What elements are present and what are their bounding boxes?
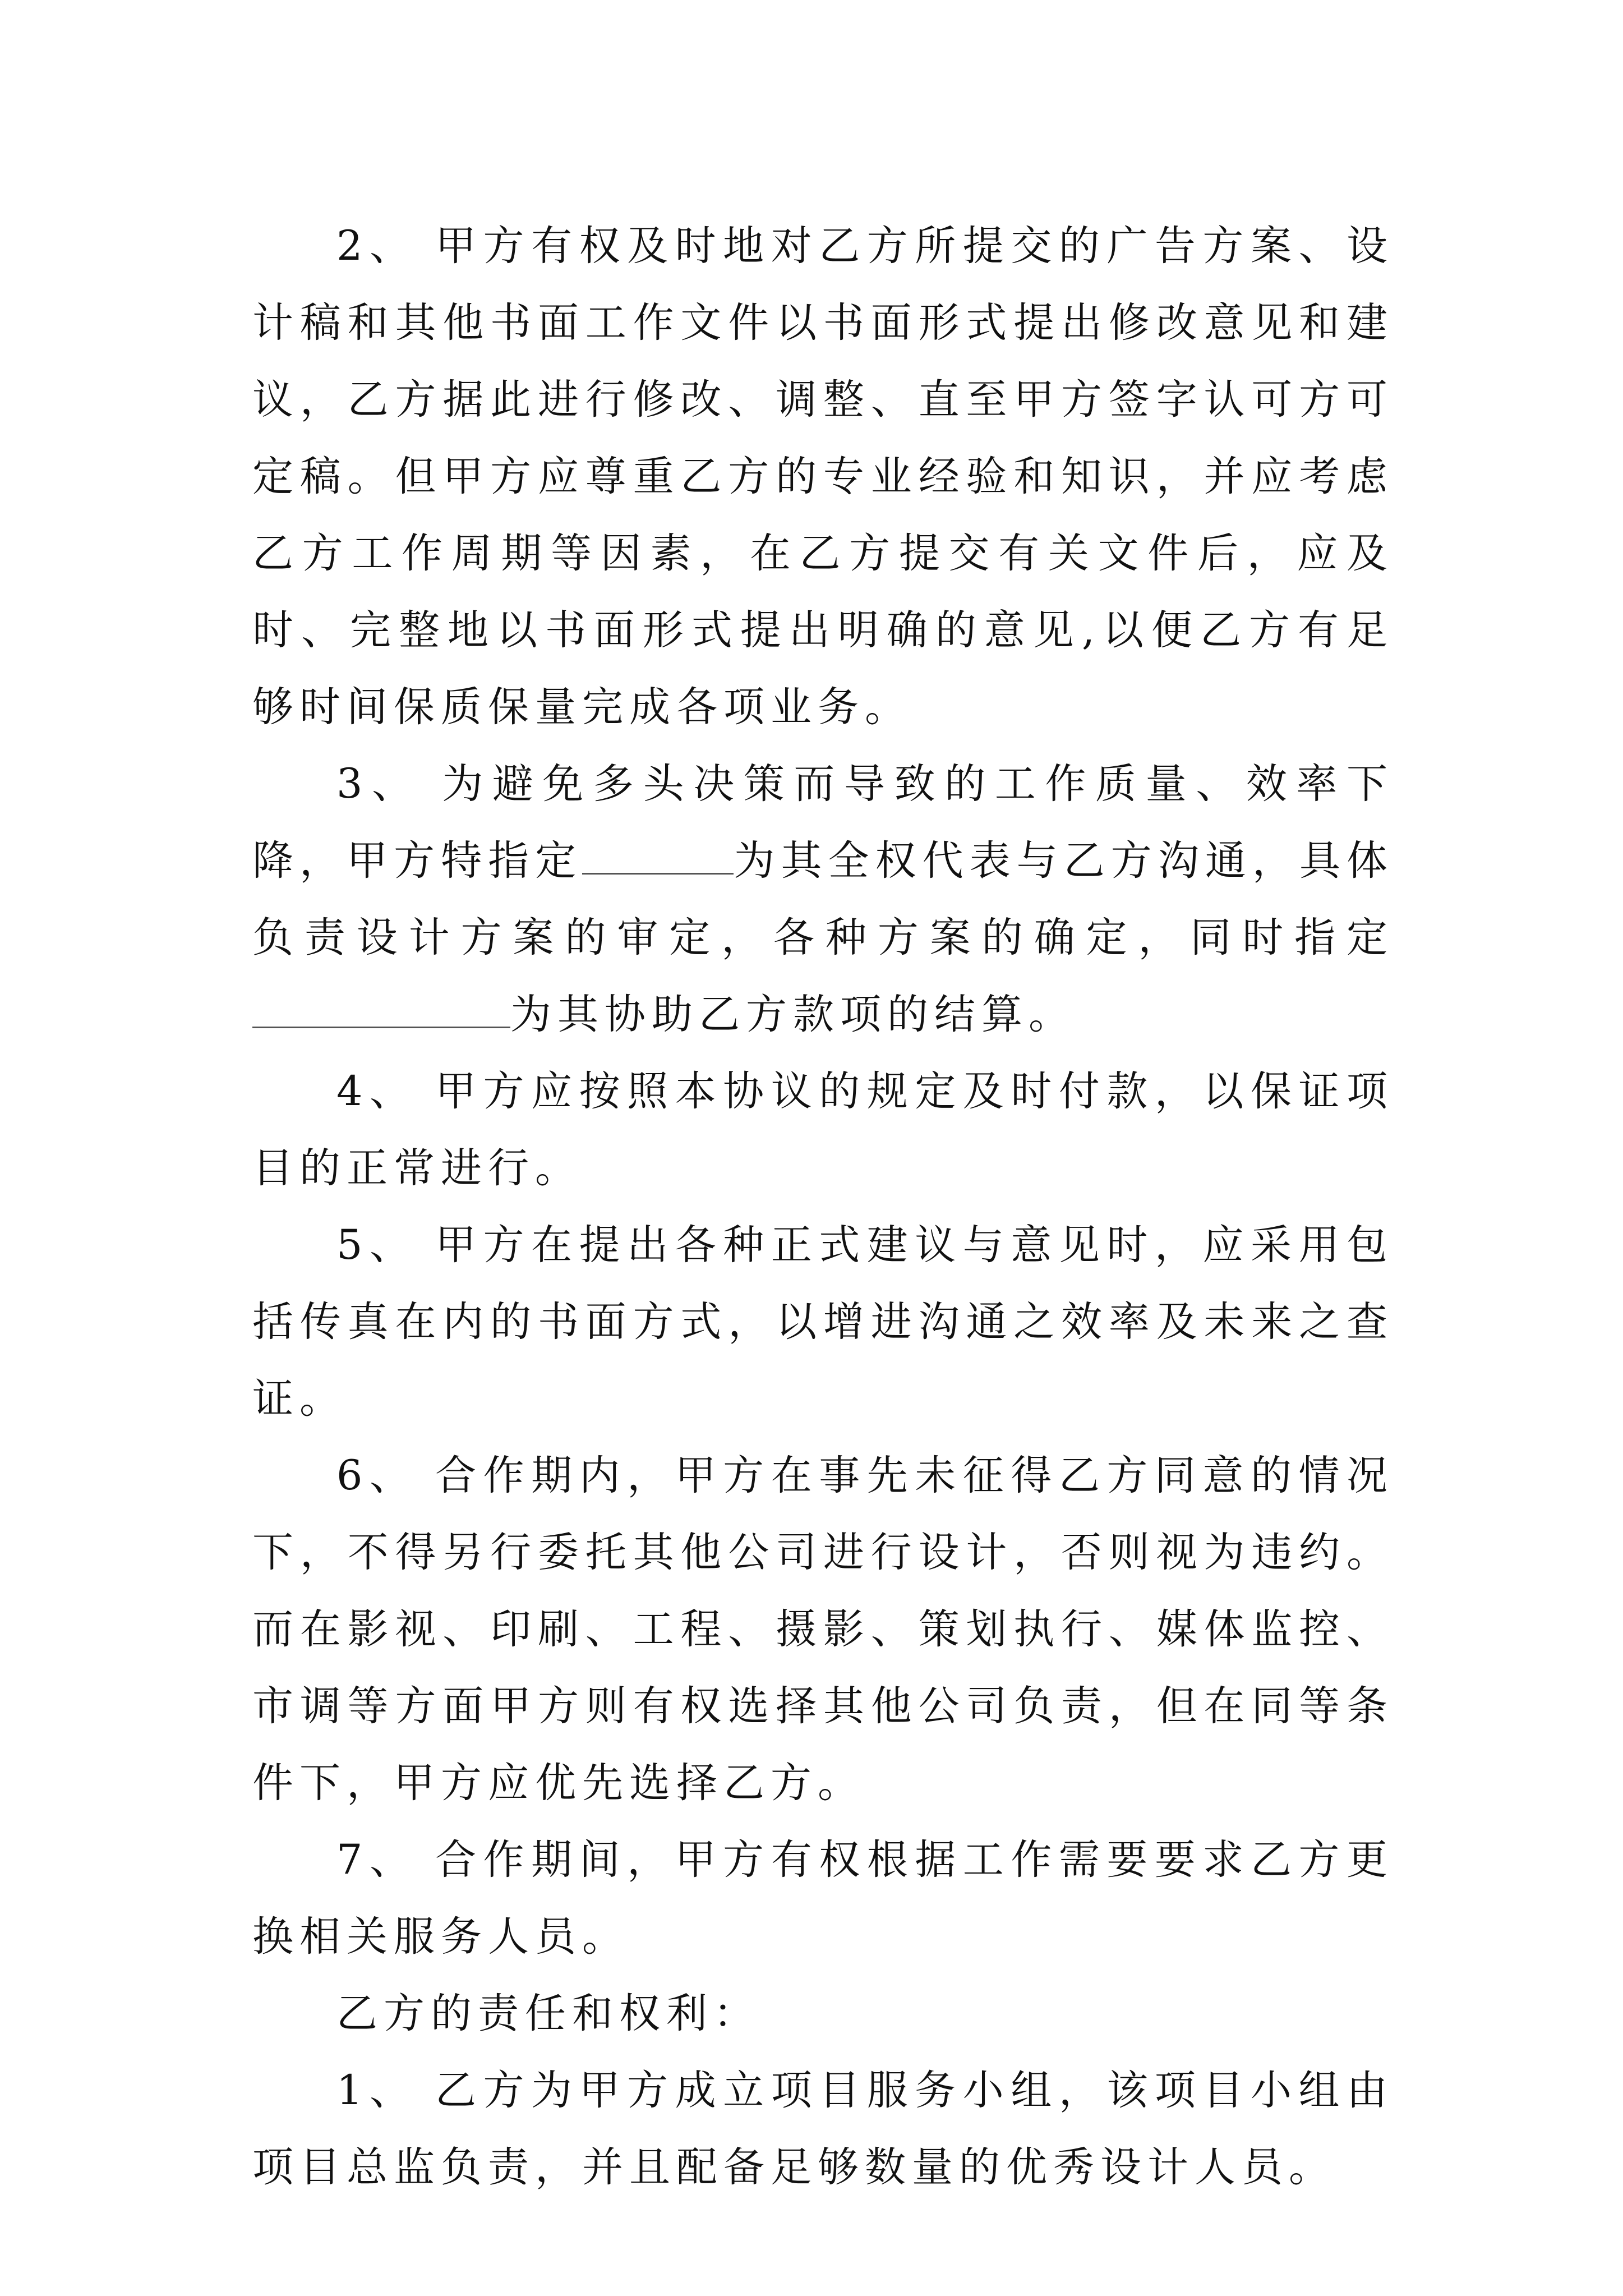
paragraph-5 [252,1207,1394,1437]
clause-text: 甲方有权及时地对乙方所提交的广告方案、设计稿和其他书面工作文件以书面形式提出修改意见和建议，乙方据此进行修改、调整、直至甲方签字认可方可定稿。但甲方应尊重乙方的专业经验和知识，并应考虑乙方工作周期等因素，在乙方提交有关文件后，应及时、完整地以书面形式提出明确的意见,以便乙方有足够时间保质保量完成各项业务。 [252,222,1394,731]
clause-number: 5、 [336,1221,418,1269]
clause-text: 甲方应按照本协议的规定及时付款，以保证项目的正常进行。 [252,1068,1394,1192]
clause-text: 合作期内，甲方在事先未征得乙方同意的情况下，不得另行委托其他公司进行设计，否则视为违约。而在影视、印刷、工程、摄影、策划执行、媒体监控、市调等方面甲方则有权选择其他公司负责，但在同等条件下，甲方应优先选择乙方。 [252,1452,1394,1807]
clause-number: 7、 [336,1836,418,1884]
clause-text: 甲方在提出各种正式建议与意见时，应采用包括传真在内的书面方式，以增进沟通之效率及未来之查证。 [252,1221,1394,1423]
clause-number: 3、 [336,760,422,808]
clause-text: 合作期间，甲方有权根据工作需要要求乙方更换相关服务人员。 [252,1836,1394,1961]
paragraph-3 [252,746,1394,1053]
section-heading-party-b: 乙方的责任和权利： [336,1990,760,2037]
clause-text: 为其全权代表与乙方沟通，具体负责设计方案的审定，各种方案的确定，同时指定 [252,837,1394,961]
paragraph-2 [252,208,1394,746]
document-body [252,208,1394,2206]
clause-number: 4、 [336,1068,418,1115]
clause-number: 6、 [336,1452,418,1499]
paragraph-6 [252,1437,1394,1821]
party-b-paragraph-1 [252,2052,1394,2206]
clause-number: 1、 [336,2067,418,2114]
paragraph-7 [252,1821,1394,1975]
clause-text: 乙方为甲方成立项目服务小组，该项目小组由项目总监负责，并且配备足够数量的优秀设计人员。 [252,2067,1394,2191]
clause-number: 2、 [336,222,418,270]
clause-text: 为避免多头决策而导致的工作质量、效率下降，甲方特指定 [252,760,1394,885]
paragraph-4 [252,1053,1394,1207]
settlement-contact-blank[interactable] [252,993,510,1028]
representative-blank[interactable] [582,839,734,875]
clause-text: 为其协助乙方款项的结算。 [510,991,1076,1038]
